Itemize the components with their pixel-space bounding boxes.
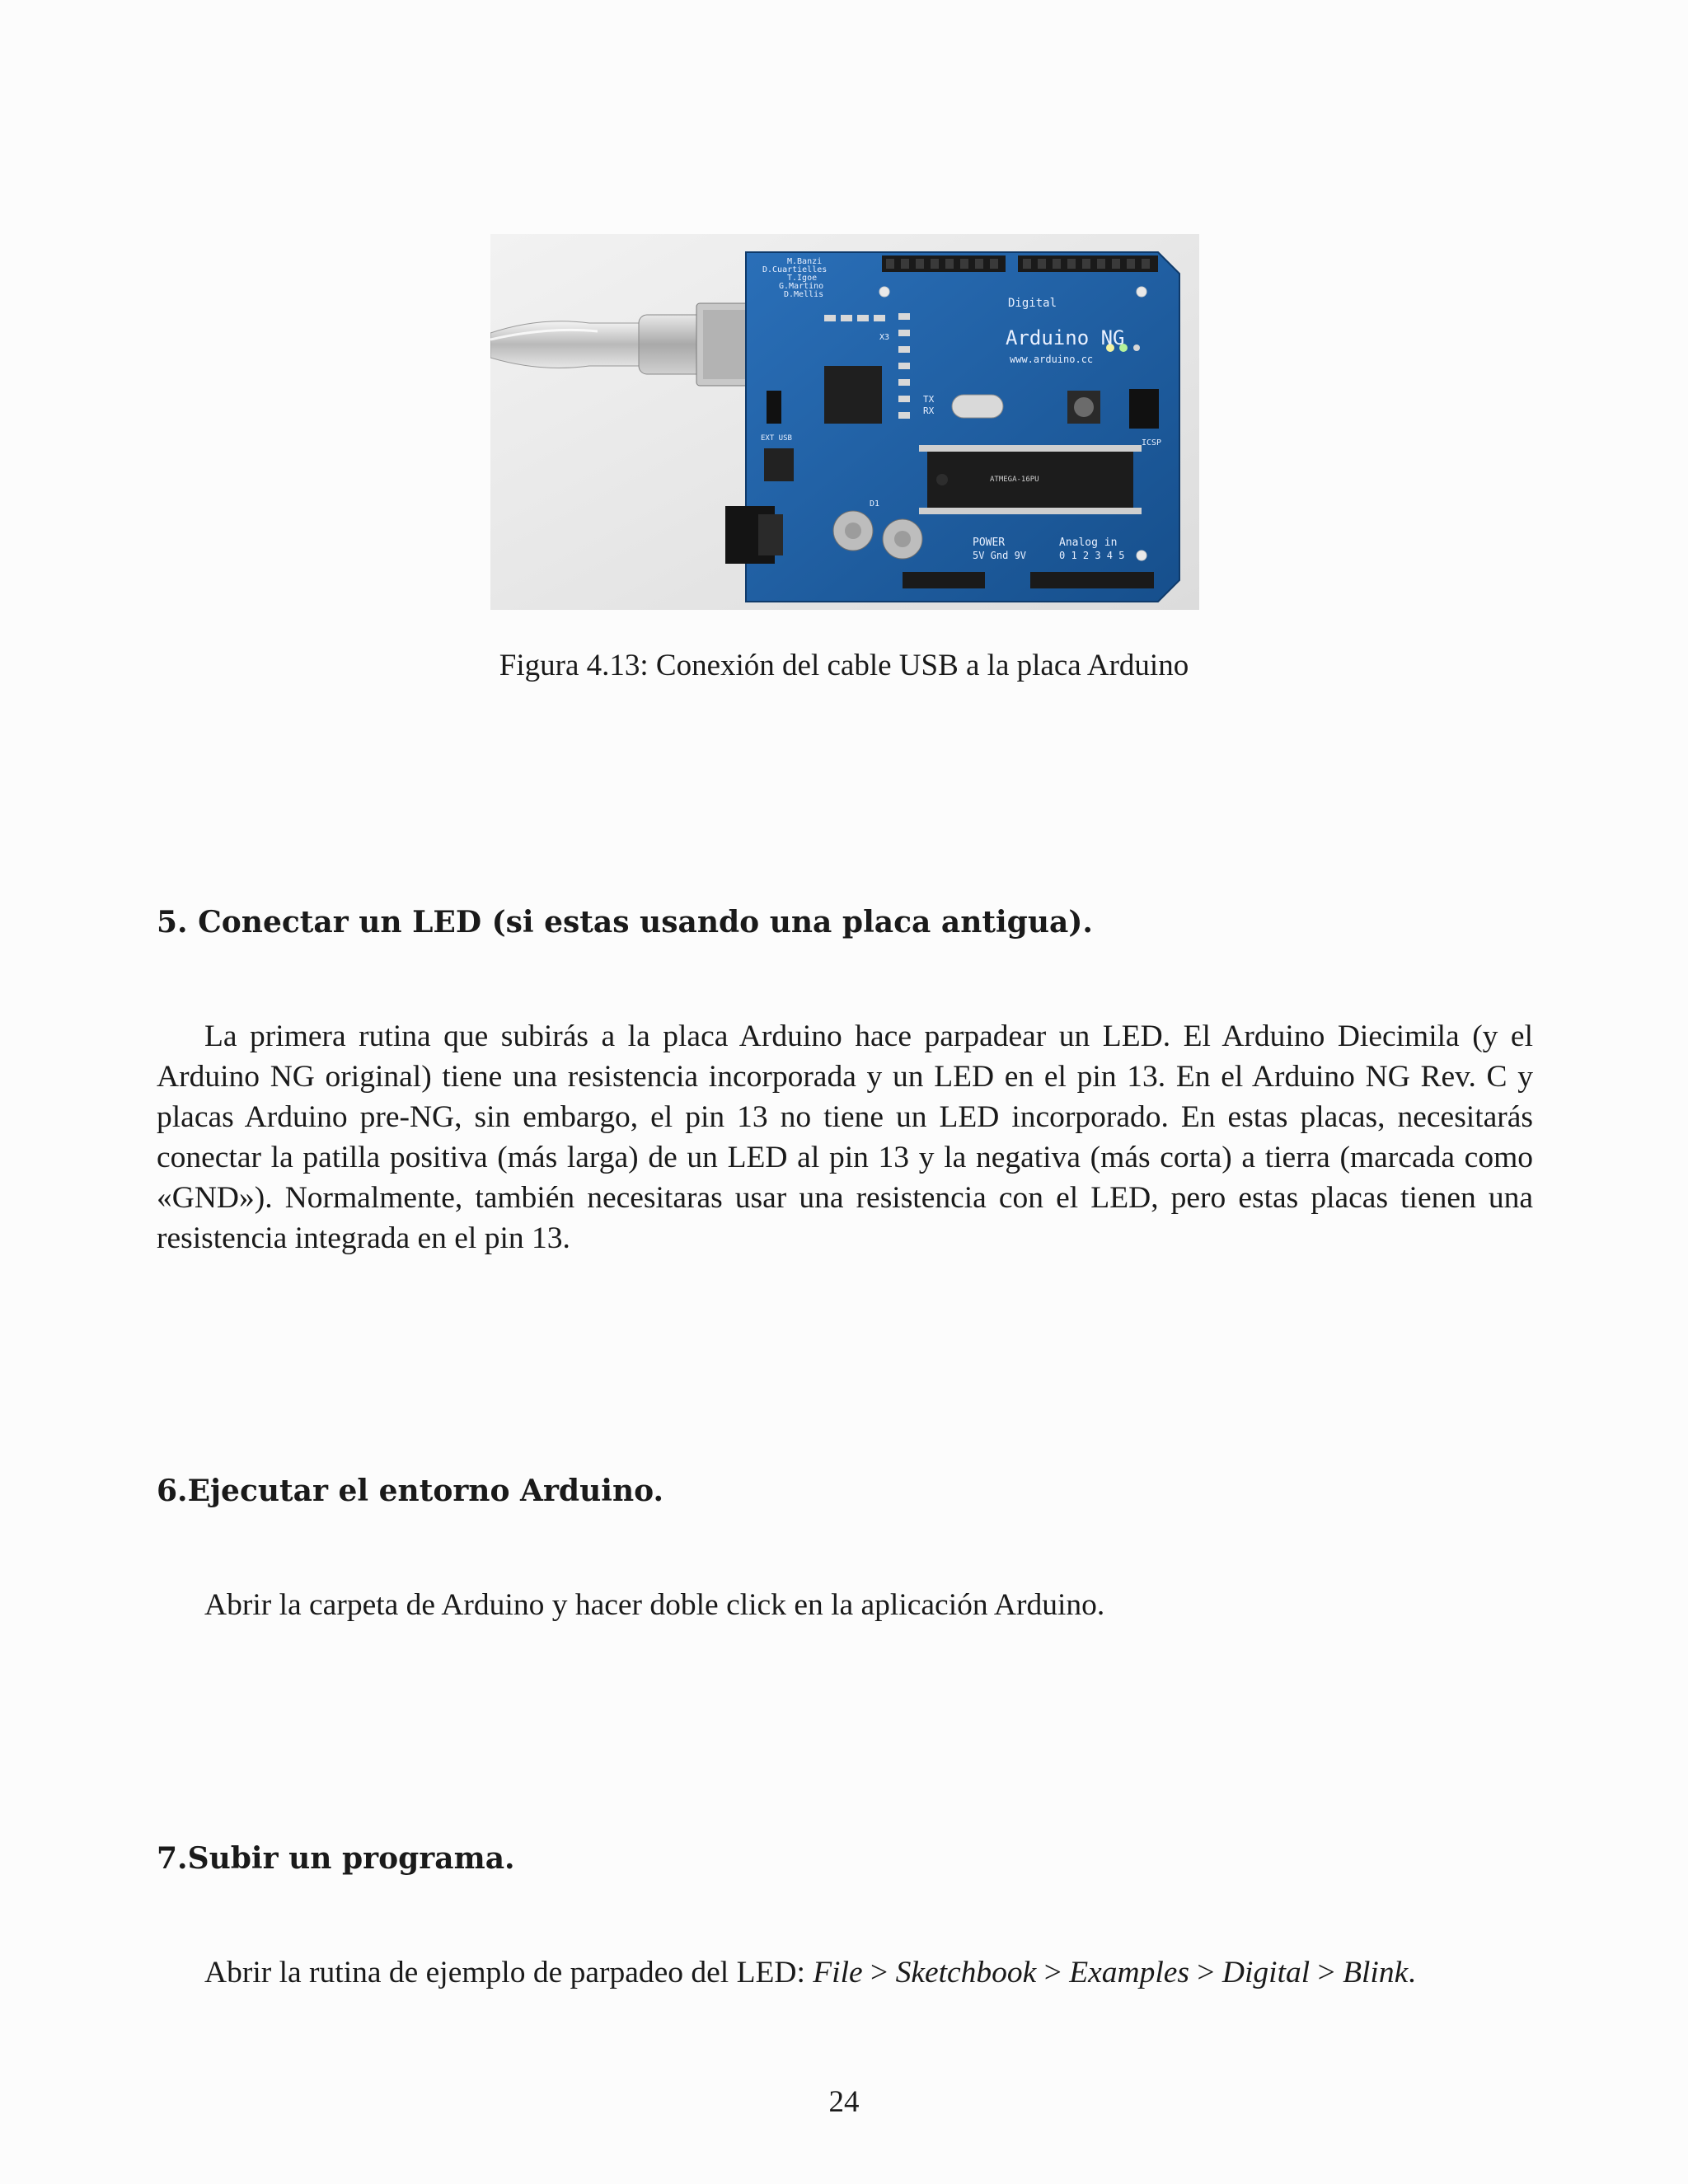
board-rx-label: RX <box>923 405 935 416</box>
board-chip-label: ATMEGA-16PU <box>990 476 1039 484</box>
menu-path-file: File <box>813 1956 863 1990</box>
board-credit-2: D.Cuartielles <box>762 265 828 274</box>
section-body-7 <box>157 1952 1533 1993</box>
board-digital-label: Digital <box>1008 297 1057 310</box>
board-credit-3: T.Igoe <box>787 274 818 283</box>
board-power-label: POWER <box>973 537 1006 549</box>
board-analog-label: Analog in <box>1059 537 1118 549</box>
menu-path-sketchbook: Sketchbook <box>895 1956 1037 1990</box>
section-body-6: Abrir la carpeta de Arduino y hacer doble click en la aplicación Arduino. <box>204 1588 1105 1622</box>
menu-path-separator: > <box>1189 1956 1222 1990</box>
menu-path-blink: Blink <box>1343 1956 1409 1990</box>
menu-path-separator: > <box>1036 1956 1070 1990</box>
board-credit-5: D.Mellis <box>784 290 824 299</box>
board-icsp-label: ICSP <box>1142 438 1162 448</box>
board-tx-label: TX <box>923 394 935 405</box>
board-credit-1: M.Banzi <box>787 257 823 266</box>
board-x3-label: X3 <box>879 333 890 342</box>
board-d1-label: D1 <box>870 499 880 509</box>
board-name-label: Arduino NG <box>1006 326 1125 349</box>
arduino-board-photo <box>490 234 1199 610</box>
board-url-label: www.arduino.cc <box>1010 354 1094 365</box>
menu-path-separator: > <box>862 1956 896 1990</box>
section-heading-5: 5. Conectar un LED (si estas usando una placa antigua). <box>157 905 1093 940</box>
board-analog-pins: 0 1 2 3 4 5 <box>1059 550 1125 561</box>
section-body-5: La primera rutina que subirás a la placa Arduino hace parpadear un LED. El Arduino Diecimila (y el Arduino NG original) tiene una resistencia incorporada y un LED en el pin 13. En el Arduino NG Rev. C y placas Arduino pre-NG, sin embargo, el pin 13 no tiene un LED incorporado. En estas placas, necesitarás conectar la patilla positiva (más larga) de un LED al pin 13 y la negativa (más corta) a tierra (marcada como «GND»). Normalmente, también necesitaras usar una resistencia con el LED, pero estas placas tienen una resistencia integrada en el pin 13. <box>157 1019 1533 1255</box>
section-heading-6: 6.Ejecutar el entorno Arduino. <box>157 1474 664 1508</box>
section-body-7-prefix: Abrir la rutina de ejemplo de parpadeo del LED: <box>204 1956 814 1990</box>
board-power-pins: 5V Gnd 9V <box>973 550 1027 561</box>
board-ext-usb-label: EXT USB <box>761 434 792 443</box>
section-body-7-suffix: . <box>1408 1956 1416 1990</box>
menu-path-examples: Examples <box>1069 1956 1190 1990</box>
menu-path-separator: > <box>1310 1956 1343 1990</box>
board-credit-4: G.Martino <box>779 282 824 291</box>
page-number: 24 <box>828 2085 860 2119</box>
section-heading-7: 7.Subir un programa. <box>157 1841 515 1876</box>
menu-path-digital: Digital <box>1221 1956 1311 1990</box>
figure-caption: Figura 4.13: Conexión del cable USB a la placa Arduino <box>499 649 1189 682</box>
